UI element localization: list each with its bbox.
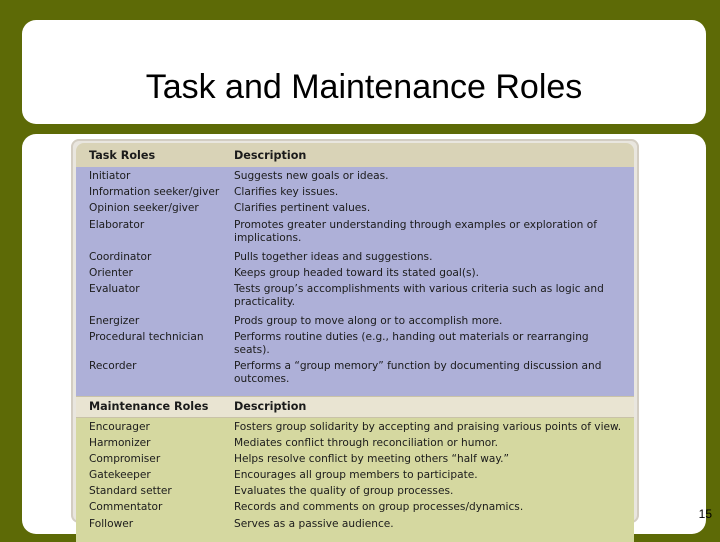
task-roles-header-role: Task Roles (89, 148, 156, 162)
roles-table (76, 143, 634, 542)
table-row (76, 360, 634, 386)
role-name: Energizer (89, 314, 140, 327)
table-row (76, 421, 634, 434)
role-description: Serves as a passive audience. (234, 517, 394, 530)
role-name: Commentator (89, 501, 163, 514)
role-description: Keeps group headed toward its stated goal(s). (234, 266, 480, 279)
role-description: Prods group to move along or to accomplish more. (234, 314, 503, 327)
roles-table-frame (71, 139, 639, 530)
role-description: Evaluates the quality of group processes. (234, 485, 454, 498)
role-description: Clarifies pertinent values. (234, 202, 371, 215)
maintenance-roles-body (76, 418, 634, 542)
role-name: Evaluator (89, 282, 140, 295)
table-row (76, 267, 634, 280)
role-name: Compromiser (89, 452, 161, 465)
maintenance-roles-header-description: Description (234, 400, 307, 413)
role-description: Clarifies key issues. (234, 186, 339, 199)
role-name: Information seeker/giver (89, 186, 220, 199)
table-row (76, 283, 634, 309)
role-description: Helps resolve conflict by meeting others “half way.” (234, 452, 509, 465)
table-row (76, 315, 634, 328)
table-row (76, 331, 634, 357)
role-description: Tests group’s accomplishments with various criteria such as logic and practicality. (234, 282, 604, 308)
task-roles-header-description: Description (234, 148, 307, 162)
role-description: Suggests new goals or ideas. (234, 170, 389, 182)
table-row (76, 202, 634, 215)
maintenance-roles-header (76, 396, 634, 418)
role-description: Mediates conflict through reconciliation or humor. (234, 436, 498, 449)
role-description: Performs routine duties (e.g., handing out materials or rearranging seats). (234, 331, 589, 357)
role-description: Performs a “group memory” function by documenting discussion and outcomes. (234, 360, 602, 386)
table-row (76, 469, 634, 482)
table-row (76, 437, 634, 450)
role-description: Encourages all group members to participate. (234, 469, 478, 482)
role-name: Elaborator (89, 218, 145, 231)
role-name: Procedural technician (89, 331, 204, 344)
role-description: Promotes greater understanding through examples or exploration of implications. (234, 218, 597, 244)
table-row (76, 186, 634, 199)
task-roles-body (76, 167, 634, 396)
role-name: Coordinator (89, 250, 152, 263)
slide-title: Task and Maintenance Roles (145, 68, 583, 106)
table-row (76, 485, 634, 498)
role-description: Fosters group solidarity by accepting and praising various points of view. (234, 420, 622, 433)
table-row (76, 219, 634, 245)
page-number: 15 (698, 507, 712, 521)
title-card (22, 20, 706, 124)
role-name: Encourager (89, 420, 150, 433)
task-roles-header (76, 143, 634, 167)
role-name: Initiator (89, 170, 131, 182)
table-row (76, 251, 634, 264)
table-row (76, 170, 634, 183)
role-name: Follower (89, 517, 134, 530)
role-description: Records and comments on group processes/dynamics. (234, 501, 524, 514)
table-row (76, 518, 634, 531)
role-name: Gatekeeper (89, 469, 151, 482)
role-name: Opinion seeker/giver (89, 202, 199, 215)
role-description: Pulls together ideas and suggestions. (234, 250, 433, 263)
role-name: Standard setter (89, 485, 172, 498)
maintenance-roles-header-role: Maintenance Roles (89, 400, 209, 413)
role-name: Recorder (89, 360, 137, 373)
role-name: Orienter (89, 266, 133, 279)
table-row (76, 453, 634, 466)
role-name: Harmonizer (89, 436, 151, 449)
table-row (76, 501, 634, 514)
